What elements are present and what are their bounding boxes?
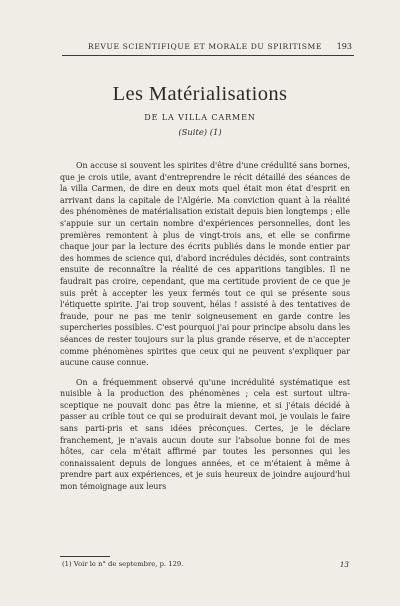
article-title: Les Matérialisations xyxy=(112,83,288,105)
body-paragraph-1: On accuse si souvent les spirites d'être d'une crédulité sans bornes, que je crois utile, avant d'entreprendre le récit détaillé des séances de la villa Carmen, de dire en deux mots quel était mon état d'esprit en arrivant dans la capitale de l'Algérie. Ma conviction quant à la réalité des phénomènes de matérialisation existait depuis bien longtemps ; elle s'appuie sur un certain nombre d'expériences personnelles, dont les premières remontent à plus de vingt-trois ans, et elle se confirme chaque jour par la lecture des écrits publiés dans le monde entier par des hommes de science qui, d'abord incrédules décidés, sont contraints ensuite de reconnaître la réalité de ces apparitions tangibles. Il ne faudrait pas croire, cependant, que ma certitude provient de ce que je suis prêt à accepter les yeux fermés tout ce qui se présente sous l'étiquette spirite. J'ai trop souvent, hélas ! assisté à des tentatives de fraude, pour ne pas me tenir soigneusement en garde contre les supercheries possibles. C'est pourquoi j'ai pour principe absolu dans les séances de rester toujours sur la plus grande réserve, et de n'accepter comme phénomènes spirites que ceux qui ne peuvent s'expliquer par aucune cause connue. xyxy=(60,161,350,368)
page-number: 193 xyxy=(336,42,352,51)
footnote-rule xyxy=(60,556,110,557)
footnote: (1) Voir le n° de septembre, p. 129. xyxy=(62,560,184,568)
header-rule xyxy=(62,55,354,56)
signature-mark: 13 xyxy=(339,560,349,569)
running-head: REVUE SCIENTIFIQUE ET MORALE DU SPIRITISME xyxy=(87,42,323,51)
article-body xyxy=(60,160,350,493)
body-paragraph-2: On a fréquemment observé qu'une incrédulité systématique est nuisible à la production des phénomènes ; cela est surtout ultra-sceptique ne pouvait donc pas être la mienne, et si j'étais décidé à passer au crible tout ce qui se produirait devant moi, je voulais le faire sans parti-pris et sans idées préconçues. Certes, je le déclare franchement, je n'avais aucun doute sur l'absolue bonne foi de mes hôtes, car cela m'était affirmé par toutes les personnes qui les connaissaient depuis de longues années, et ce m'étaient à même à prendre part aux expériences, et je suis heureux de joindre aujourd'hui mon témoignage aux leurs xyxy=(60,377,350,492)
article-continuation-note: (Suite) (1) xyxy=(178,127,222,137)
article-subtitle: DE LA VILLA CARMEN xyxy=(144,113,256,122)
